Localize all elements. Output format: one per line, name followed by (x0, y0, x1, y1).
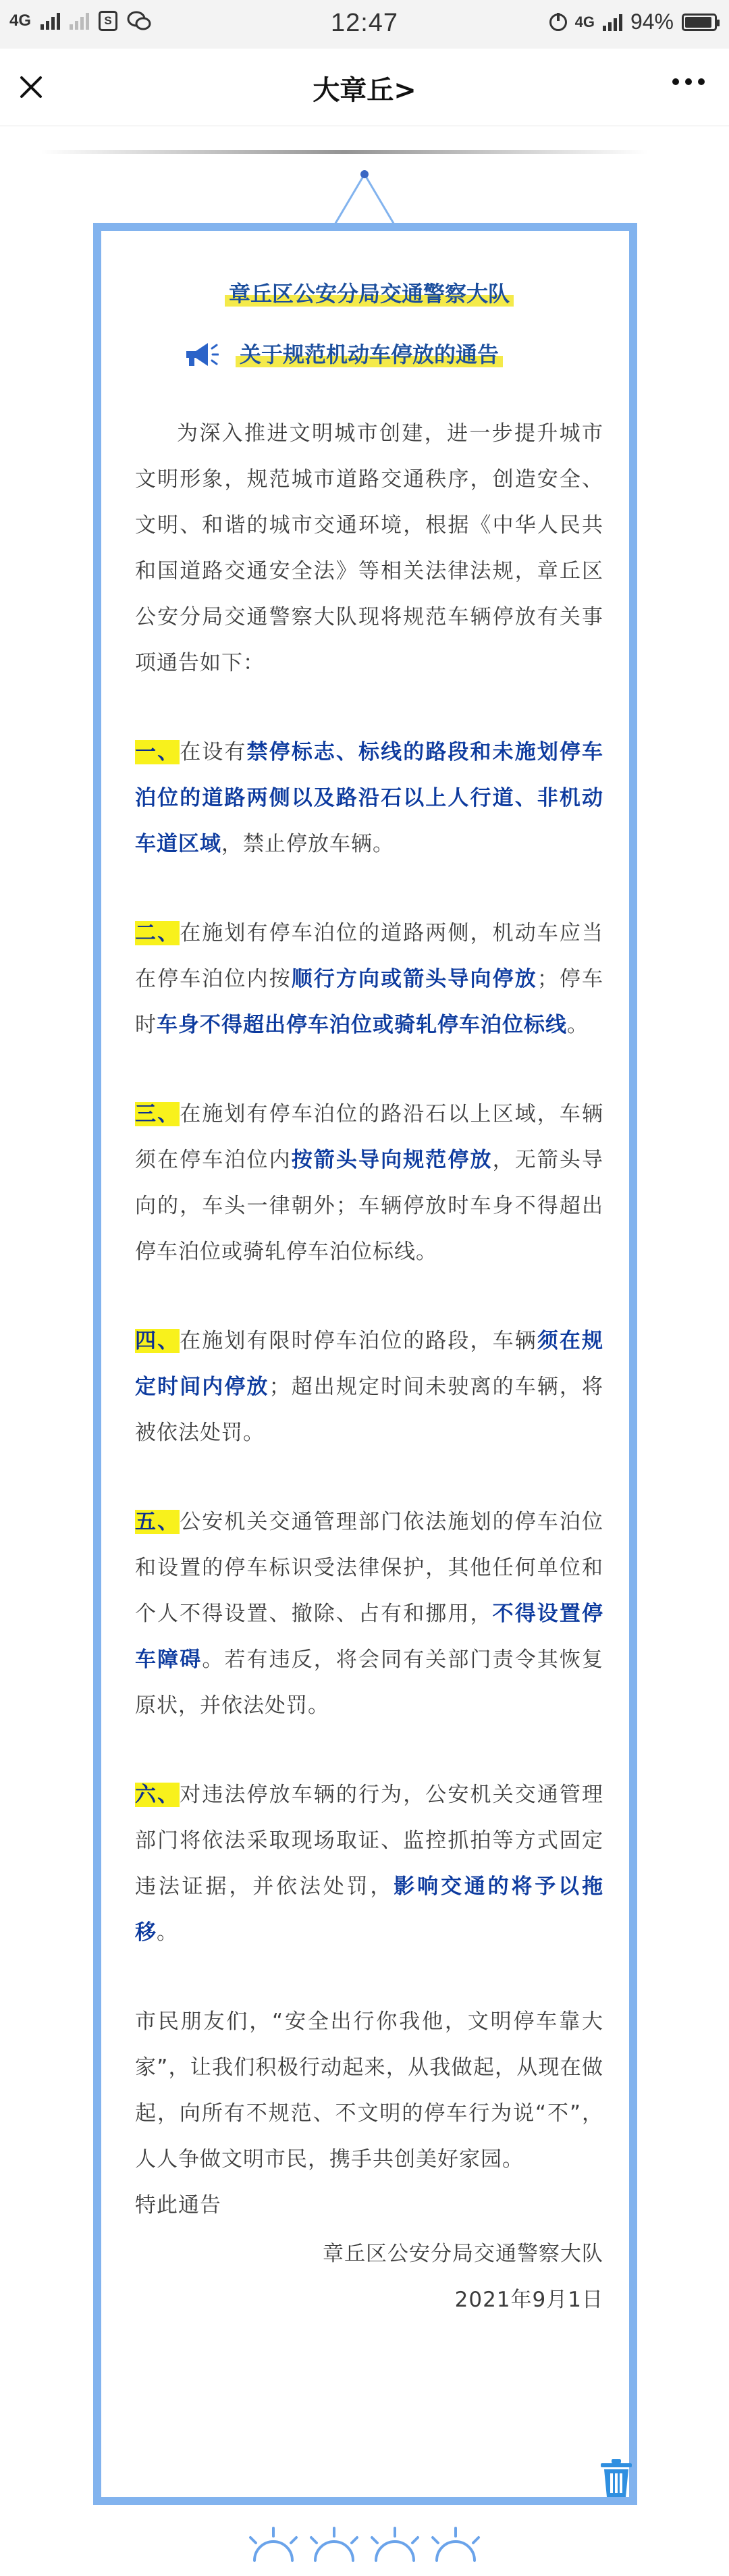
item-number: 五、 (135, 1510, 180, 1534)
item-emphasis-text: 不得设置停车障碍 (135, 1602, 604, 1672)
item-emphasis-text: 影响交通的将予以拖移 (135, 1874, 604, 1945)
megaphone-icon (181, 339, 219, 370)
notice-frame (93, 223, 637, 2505)
notification-app-icon: S (99, 11, 117, 31)
star-icon (372, 2528, 418, 2560)
notice-closing: 市民朋友们，“安全出行你我他，文明停车靠大家”，让我们积极行动起来，从我做起，从现在做起，向所有不规范、不文明的停车行为说“不”，人人争做文明市民，携手共创美好家园。 (135, 2009, 603, 2172)
notice-item (135, 910, 603, 1048)
notice-header-issuer: 章丘区公安分局交通警察大队 (135, 278, 603, 309)
notice-intro: 为深入推进文明城市创建，进一步提升城市文明形象，规范城市道路交通秩序，创造安全、文明、和谐的城市交通环境，根据《中华人民共和国道路交通安全法》等相关法律法规，章丘区公安分局交通警察大队现将规范车辆停放有关事项通告如下： (135, 421, 603, 675)
notice-item (135, 1772, 603, 1955)
star-decoration-row (0, 2519, 729, 2576)
item-emphasis-text: 禁停标志、标线的路段和未施划停车泊位的道路两侧以及路沿石以上人行道、非机动车道区域 (135, 740, 604, 856)
item-text: ；超出规定时间未驶离的车辆，将被依法处罚。 (135, 1375, 604, 1445)
item-text: 在设有 (180, 740, 247, 764)
network-type-label: 4G (9, 11, 32, 30)
notice-items (135, 729, 603, 1955)
battery-percent: 94% (630, 9, 674, 34)
item-text: 。 (157, 1920, 178, 1945)
item-text: ，无箭头导向的，车头一律朝外；车辆停放时车身不得超出停车泊位或骑轧停车泊位标线。 (135, 1148, 604, 1264)
notice-item (135, 1499, 603, 1729)
star-icon (250, 2528, 296, 2560)
item-number: 六、 (135, 1783, 180, 1807)
clock: 12:47 (330, 9, 399, 37)
item-text: ；停车时 (135, 967, 604, 1037)
notice-content (135, 278, 603, 2323)
item-number: 四、 (135, 1329, 180, 1353)
item-text: 在施划有停车泊位的路沿石以上区域，车辆须在停车泊位内 (135, 1102, 604, 1172)
item-emphasis-text: 车身不得超出停车泊位或骑轧停车泊位标线 (157, 1013, 567, 1037)
notice-signature: 章丘区公安分局交通警察大队 (323, 2242, 603, 2266)
notice-date: 2021年9月1日 (454, 2288, 603, 2312)
item-text: 在施划有限时停车泊位的路段，车辆 (180, 1329, 537, 1353)
frame-hanger-decoration (0, 0, 729, 243)
notice-item (135, 1318, 603, 1456)
notice-header-title: 关于规范机动车停放的通告 (135, 339, 603, 370)
item-text: 。 (567, 1013, 589, 1037)
notice-sign-off: 特此通告 (135, 2193, 221, 2217)
star-icon (311, 2528, 357, 2560)
item-text: 在施划有停车泊位的道路两侧，机动车应当在停车泊位内按 (135, 921, 604, 991)
item-emphasis-text: 按箭头导向规范停放 (291, 1148, 493, 1172)
item-text: 公安机关交通管理部门依法施划的停车泊位和设置的停车标识受法律保护，其他任何单位和个人不得设置、撤除、占有和挪用， (135, 1510, 604, 1626)
trash-icon (598, 2458, 634, 2498)
item-number: 三、 (135, 1102, 180, 1126)
star-icon (433, 2528, 479, 2560)
network-type-right: 4G (574, 13, 595, 30)
notice-item (135, 1091, 603, 1275)
item-emphasis-text: 顺行方向或箭头导向停放 (291, 967, 537, 991)
notice-item (135, 729, 603, 867)
item-text: 。若有违反，将会同有关部门责令其恢复原状，并依法处罚。 (135, 1648, 604, 1718)
item-emphasis-text: 须在规定时间内停放 (135, 1329, 604, 1399)
page-title[interactable]: 大章丘> (313, 75, 416, 106)
item-number: 二、 (135, 921, 180, 945)
item-number: 一、 (135, 740, 180, 764)
item-text: ，禁止停放车辆。 (221, 832, 394, 856)
item-text: 对违法停放车辆的行为，公安机关交通管理部门将依法采取现场取证、监控抓拍等方式固定违法证据，并依法处罚， (135, 1783, 604, 1899)
